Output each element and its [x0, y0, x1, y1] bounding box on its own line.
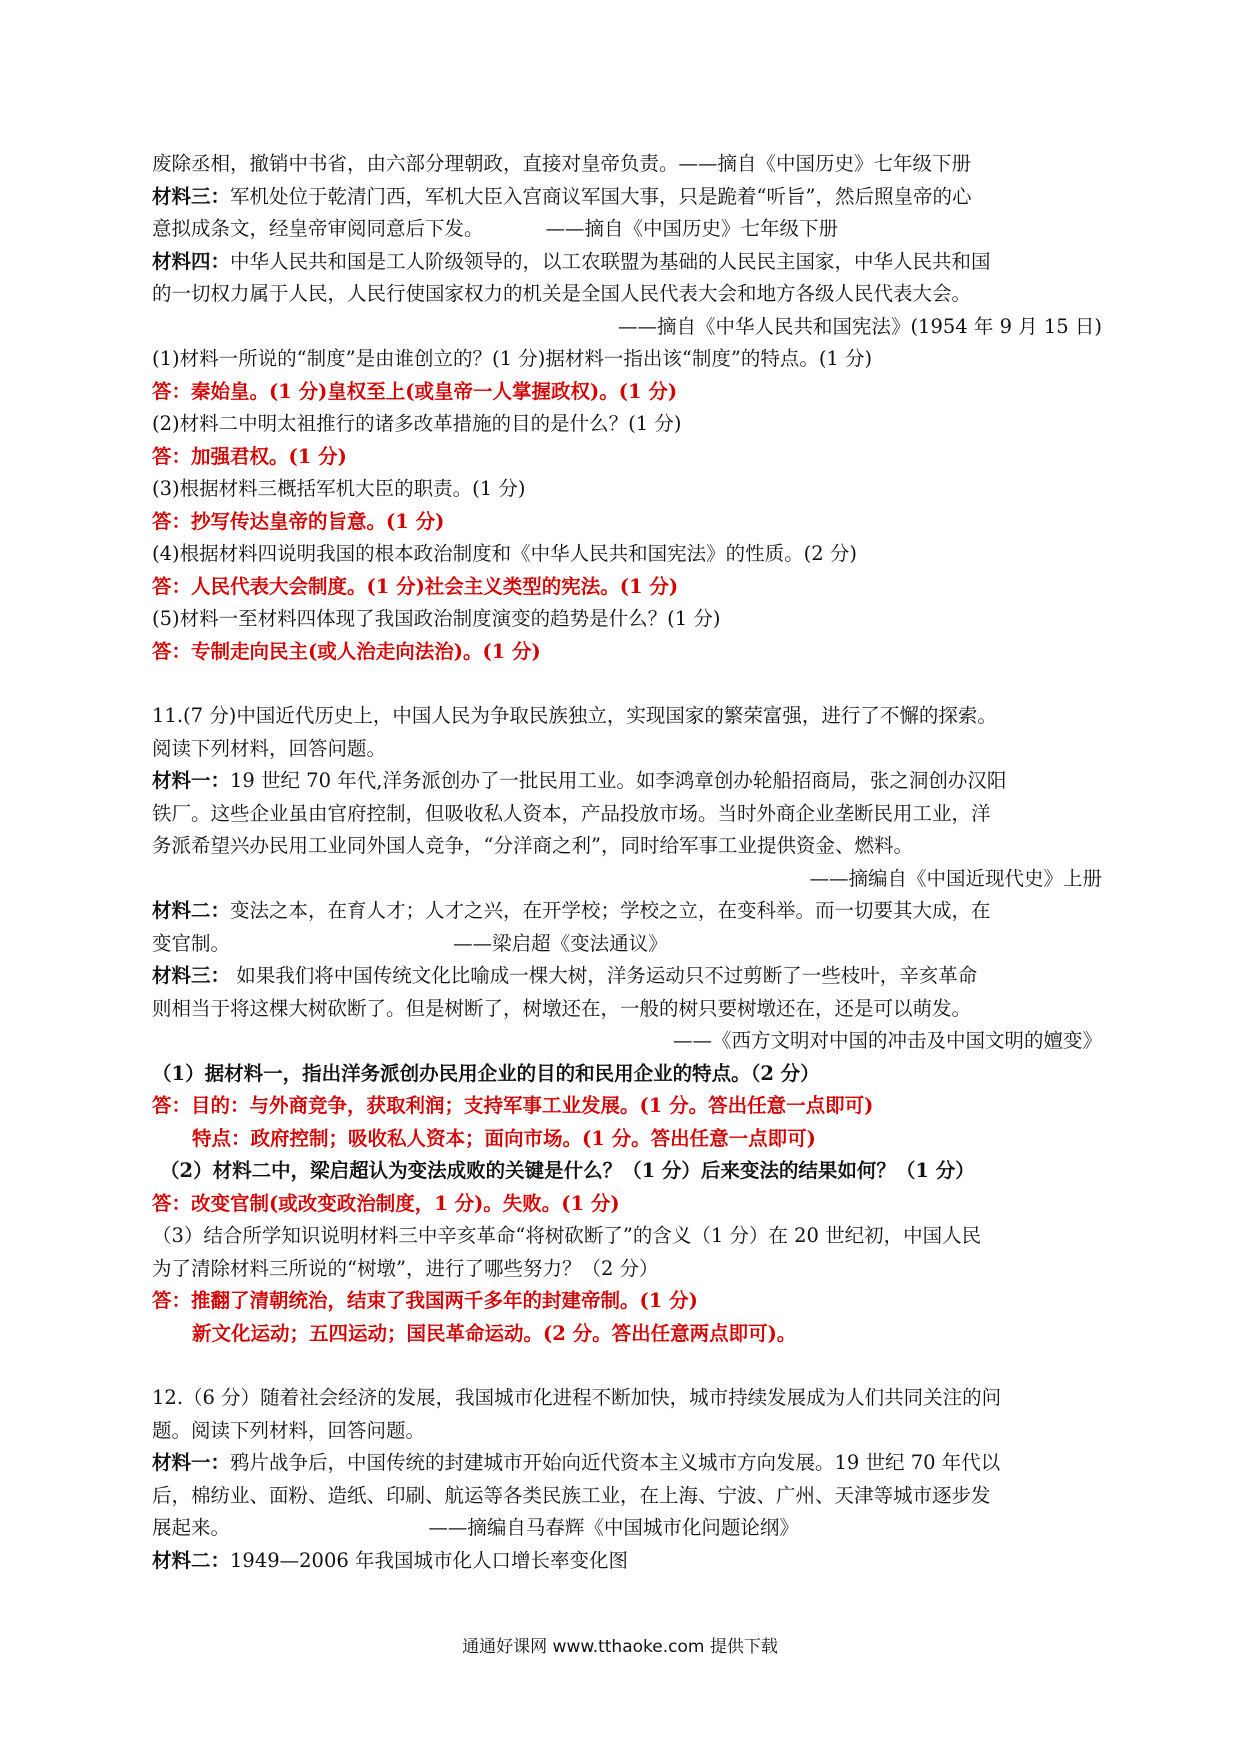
material-line: [152, 960, 1102, 993]
text-line: 后，棉纺业、面粉、造纸、印刷、航运等各类民族工业，在上海、宁波、广州、天津等城市逐步发: [152, 1483, 991, 1507]
answer-line: 答：推翻了清朝统治，结束了我国两千多年的封建帝制。(1 分): [152, 1289, 698, 1312]
question-heading: 11.(7 分)中国近代历史上，中国人民为争取民族独立，实现国家的繁荣富强，进行了不懈的探索。: [152, 704, 997, 727]
section-gap: [152, 1350, 1102, 1382]
section-gap: [152, 668, 1102, 700]
text-line: 变法之本，在育人才；人才之兴，在开学校；学校之立，在变科举。而一切要其大成，在: [230, 899, 991, 922]
material-line: [152, 895, 1102, 928]
answer-line: 答：加强君权。(1 分): [152, 444, 347, 468]
text-line: 中华人民共和国是工人阶级领导的，以工农联盟为基础的人民民主国家，中华人民共和国: [230, 249, 991, 273]
question-line: （1）据材料一，指出洋务派创办民用企业的目的和民用企业的特点。（2 分）: [152, 1061, 820, 1085]
answer-line: 答：专制走向民主(或人治走向法治)。(1 分): [152, 639, 541, 663]
question-line: (3)根据材料三概括军机大臣的职责。(1 分): [152, 477, 526, 500]
text-line: 铁厂。这些企业虽由官府控制，但吸收私人资本，产品投放市场。当时外商企业垄断民用工业，洋: [152, 801, 991, 825]
answer-line: 答：抄写传达皇帝的旨意。(1 分): [152, 509, 445, 533]
material-line: [152, 1447, 1102, 1480]
answer-line: 特点：政府控制；吸收私人资本；面向市场。(1 分。答出任意一点即可): [192, 1126, 816, 1150]
text-line: 展起来。 ——摘编自马春辉《中国城市化问题论纲》: [152, 1516, 799, 1539]
answer-line: 答：人民代表大会制度。(1 分)社会主义类型的宪法。(1 分): [152, 574, 679, 598]
material-line: [152, 181, 1102, 214]
question-line: 为了清除材料三所说的“树墩”，进行了哪些努力？（2 分）: [152, 1256, 659, 1280]
source-citation: ——摘编自《中国近现代史》上册: [809, 866, 1102, 890]
question-line: (5)材料一至材料四体现了我国政治制度演变的趋势是什么？(1 分): [152, 607, 721, 630]
text-line: 19 世纪 70 年代,洋务派创办了一批民用工业。如李鸿章创办轮船招商局，张之洞创办汉阳: [230, 769, 1007, 792]
answer-line: 答：目的：与外商竞争，获取利润；支持军事工业发展。(1 分。答出任意一点即可): [152, 1094, 874, 1117]
answer-line: 答：改变官制(或改变政治制度，1 分)。失败。(1 分): [152, 1191, 620, 1215]
text-line: 变官制。 ——梁启超《变法通议》: [152, 931, 668, 955]
text-line: 鸦片战争后，中国传统的封建城市开始向近代资本主义城市方向发展。19 世纪 70 年代以: [230, 1451, 1001, 1474]
question-line: （3）结合所学知识说明材料三中辛亥革命“将树砍断了”的含义（1 分）在 20 世纪初，中国人民: [152, 1224, 982, 1247]
source-citation: ——摘自《中华人民共和国宪法》(1954 年 9 月 15 日): [617, 314, 1102, 338]
text-line: 废除丞相，撤销中书省，由六部分理朝政，直接对皇帝负责。——摘自《中国历史》七年级下册: [152, 152, 972, 175]
material-line: [152, 1545, 1102, 1578]
text-line: 意拟成条文，经皇帝审阅同意后下发。 ——摘自《中国历史》七年级下册: [152, 217, 838, 240]
text-line: 如果我们将中国传统文化比喻成一棵大树，洋务运动只不过剪断了一些枝叶，辛亥革命: [230, 964, 978, 987]
source-citation: ——《西方文明对中国的冲击及中国文明的嬗变》: [672, 1029, 1102, 1052]
material-label: 材料二：: [152, 899, 231, 922]
material-label: 材料四：: [152, 249, 231, 273]
page-footer: 通通好课网 www.tthaoke.com 提供下载: [462, 1637, 778, 1657]
text-line: 务派希望兴办民用工业同外国人竞争，“分洋商之利”，同时给军事工业提供资金、燃料。: [152, 834, 913, 857]
material-label: 材料一：: [152, 1451, 231, 1474]
text-line: 军机处位于乾清门西，军机大臣入宫商议军国大事，只是跪着“听旨”，然后照皇帝的心: [230, 184, 972, 208]
material-line: [152, 246, 1102, 279]
document-body: [152, 148, 1102, 1577]
answer-line: 新文化运动；五四运动；国民革命运动。(2 分。答出任意两点即可)。: [192, 1321, 797, 1345]
question-line: (1)材料一所说的“制度”是由谁创立的？(1 分)据材料一指出该“制度”的特点。(1 分): [152, 347, 873, 370]
material-label: 材料二：: [152, 1548, 231, 1572]
material-line: [152, 765, 1102, 798]
text-line: 则相当于将这棵大树砍断了。但是树断了，树墩还在，一般的树只要树墩还在，还是可以萌发。: [152, 996, 972, 1020]
material-label: 材料三：: [152, 964, 231, 987]
text-line: 的一切权力属于人民，人民行使国家权力的机关是全国人民代表大会和地方各级人民代表大会。: [152, 282, 972, 305]
question-line: (2)材料二中明太祖推行的诸多改革措施的目的是什么？(1 分): [152, 412, 682, 435]
text-line: 1949—2006 年我国城市化人口增长率变化图: [230, 1548, 628, 1572]
question-line: （2）材料二中，梁启超认为变法成败的关键是什么？（1 分）后来变法的结果如何？（1 分）: [160, 1159, 975, 1182]
text-line: 题。阅读下列材料，回答问题。: [152, 1418, 426, 1442]
material-label: 材料一：: [152, 769, 231, 792]
question-heading: 12.（6 分）随着社会经济的发展，我国城市化进程不断加快，城市持续发展成为人们共同关注的问: [152, 1386, 1002, 1409]
material-label: 材料三：: [152, 184, 231, 208]
question-line: (4)根据材料四说明我国的根本政治制度和《中华人民共和国宪法》的性质。(2 分): [152, 542, 857, 565]
answer-line: 答：秦始皇。(1 分)皇权至上(或皇帝一人掌握政权)。(1 分): [152, 379, 678, 403]
text-line: 阅读下列材料，回答问题。: [152, 736, 387, 760]
